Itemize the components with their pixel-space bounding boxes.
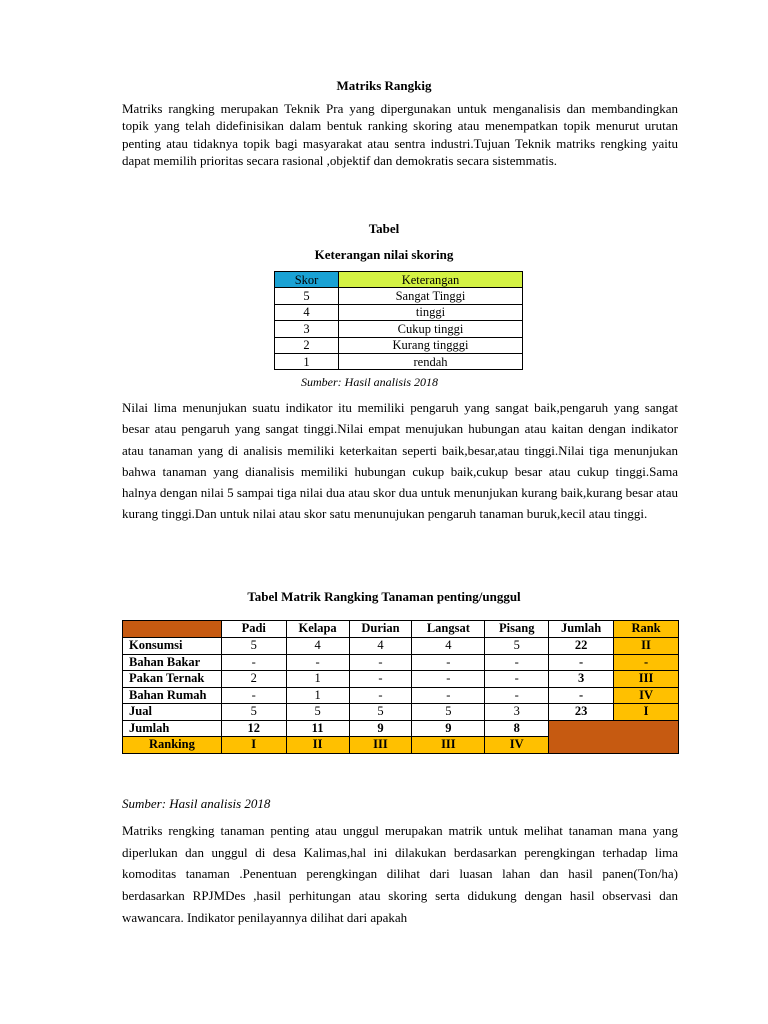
column-header: Langsat <box>412 621 485 638</box>
column-header: Jumlah <box>549 621 614 638</box>
value-cell: - <box>221 687 286 704</box>
table-row <box>275 288 523 304</box>
value-cell: - <box>485 687 549 704</box>
keterangan-cell: tinggi <box>339 304 523 320</box>
row-label: Ranking <box>123 737 222 754</box>
ranking-cell: III <box>349 737 412 754</box>
jumlah-cell: 22 <box>549 638 614 655</box>
rank-cell: I <box>614 704 679 721</box>
rank-cell: II <box>614 638 679 655</box>
value-cell: 4 <box>412 638 485 655</box>
value-cell: 4 <box>349 638 412 655</box>
skor-cell: 4 <box>275 304 339 320</box>
keterangan-header: Keterangan <box>339 272 523 288</box>
page-heading: Matriks Rangkig <box>336 78 432 93</box>
value-cell: - <box>349 671 412 688</box>
value-cell: - <box>286 654 349 671</box>
table-row <box>123 638 679 655</box>
table1-label: Tabel <box>368 221 400 236</box>
rank-cell: - <box>614 654 679 671</box>
skor-cell: 3 <box>275 321 339 337</box>
value-cell: 5 <box>221 704 286 721</box>
table2-title: Tabel Matrik Rangking Tanaman penting/unggul <box>247 589 521 604</box>
value-cell: - <box>349 687 412 704</box>
value-cell: 5 <box>349 704 412 721</box>
total-cell: 12 <box>221 720 286 737</box>
table1-source: Sumber: Hasil analisis 2018 <box>301 375 439 389</box>
value-cell: 2 <box>221 671 286 688</box>
row-label: Bahan Rumah <box>123 687 222 704</box>
jumlah-cell: 23 <box>549 704 614 721</box>
keterangan-cell: Sangat Tinggi <box>339 288 523 304</box>
jumlah-cell: 3 <box>549 671 614 688</box>
table-row <box>275 337 523 353</box>
value-cell: - <box>412 671 485 688</box>
jumlah-cell: - <box>549 687 614 704</box>
table-row <box>123 704 679 721</box>
skor-cell: 1 <box>275 353 339 369</box>
row-label: Bahan Bakar <box>123 654 222 671</box>
value-cell: 3 <box>485 704 549 721</box>
keterangan-cell: Kurang tingggi <box>339 337 523 353</box>
value-cell: 5 <box>485 638 549 655</box>
ranking-cell: IV <box>485 737 549 754</box>
value-cell: - <box>412 687 485 704</box>
table-row <box>275 304 523 320</box>
ranking-cell: I <box>221 737 286 754</box>
column-header: Durian <box>349 621 412 638</box>
column-header: Pisang <box>485 621 549 638</box>
row-label: Jual <box>123 704 222 721</box>
value-cell: 1 <box>286 671 349 688</box>
ranking-cell: II <box>286 737 349 754</box>
table-row <box>275 321 523 337</box>
total-cell: 9 <box>349 720 412 737</box>
rank-cell: III <box>614 671 679 688</box>
table-row <box>123 654 679 671</box>
value-cell: 5 <box>221 638 286 655</box>
rank-header: Rank <box>614 621 679 638</box>
table-row <box>275 353 523 369</box>
value-cell: 5 <box>286 704 349 721</box>
filled-corner-cell <box>549 720 679 753</box>
table1-title: Keterangan nilai skoring <box>314 247 454 262</box>
value-cell: - <box>412 654 485 671</box>
rank-cell: IV <box>614 687 679 704</box>
jumlah-cell: - <box>549 654 614 671</box>
skor-cell: 2 <box>275 337 339 353</box>
table-row <box>123 687 679 704</box>
skoring-table <box>274 271 523 370</box>
total-cell: 8 <box>485 720 549 737</box>
total-row <box>123 720 679 737</box>
table2-source: Sumber: Hasil analisis 2018 <box>122 796 271 811</box>
value-cell: - <box>221 654 286 671</box>
keterangan-cell: Cukup tinggi <box>339 321 523 337</box>
total-cell: 11 <box>286 720 349 737</box>
ranking-cell: III <box>412 737 485 754</box>
value-cell: 5 <box>412 704 485 721</box>
conclusion-paragraph: Matriks rengking tanaman penting atau unggul merupakan matrik untuk melihat tanaman mana yang diperlukan dan unggul di desa Kalimas,hal ini dilakukan berdasarkan perengkingan terhadap lima komoditas tanaman .Penentuan perengkingan dilihat dari luasan lahan dan hasil panen(Ton/ha) berdasarkan RPJMDes ,hasil perhitungan atau skoring serta didukung dengan hasil observasi dan wawancara. Indikator penilayannya dilihat dari apakah <box>122 823 678 925</box>
value-cell: 1 <box>286 687 349 704</box>
value-cell: - <box>485 654 549 671</box>
value-cell: - <box>485 671 549 688</box>
column-header: Padi <box>221 621 286 638</box>
skor-cell: 5 <box>275 288 339 304</box>
intro-paragraph: Matriks rangking merupakan Teknik Pra yang dipergunakan untuk menganalisis dan membandingkan topik yang telah didefinisikan dalam bentuk ranking skoring atau menempatkan topik menurut urutan penting atau tidaknya topik bagi masyarakat atau sentra industri.Tujuan Teknik matriks rengking yaitu dapat memilih prioritas secara rasional ,objektif dan demokratis secara sistemmatis. <box>122 101 678 168</box>
keterangan-cell: rendah <box>339 353 523 369</box>
corner-cell <box>123 621 222 638</box>
row-label: Pakan Ternak <box>123 671 222 688</box>
row-label: Konsumsi <box>123 638 222 655</box>
ranking-matrix-table <box>122 620 679 754</box>
row-label: Jumlah <box>123 720 222 737</box>
value-cell: 4 <box>286 638 349 655</box>
value-cell: - <box>349 654 412 671</box>
skor-header: Skor <box>275 272 339 288</box>
total-cell: 9 <box>412 720 485 737</box>
table-row <box>123 671 679 688</box>
explanation-paragraph: Nilai lima menunjukan suatu indikator itu memiliki pengaruh yang sangat baik,pengaruh yang sangat besar atau pengaruh yang sangat tinggi.Nilai empat menujukan hubungan atau kaitan dengan indikator atau tanaman yang di analisis memiliki keterkaitan seperti baik,besar,atau tinggi.Nilai tiga menunjukan bahwa tanaman yang dianalisis memiliki hubungan cukup baik,cukup besar atau cukup tinggi.Sama halnya dengan nilai 5 sampai tiga nilai dua atau skor dua untuk menunjukan kurang baik,kurang besar atau kurang tinggi.Dan untuk nilai atau skor satu menunujukan pengaruh tanaman buruk,kecil atau tinggi. <box>122 400 678 522</box>
column-header: Kelapa <box>286 621 349 638</box>
